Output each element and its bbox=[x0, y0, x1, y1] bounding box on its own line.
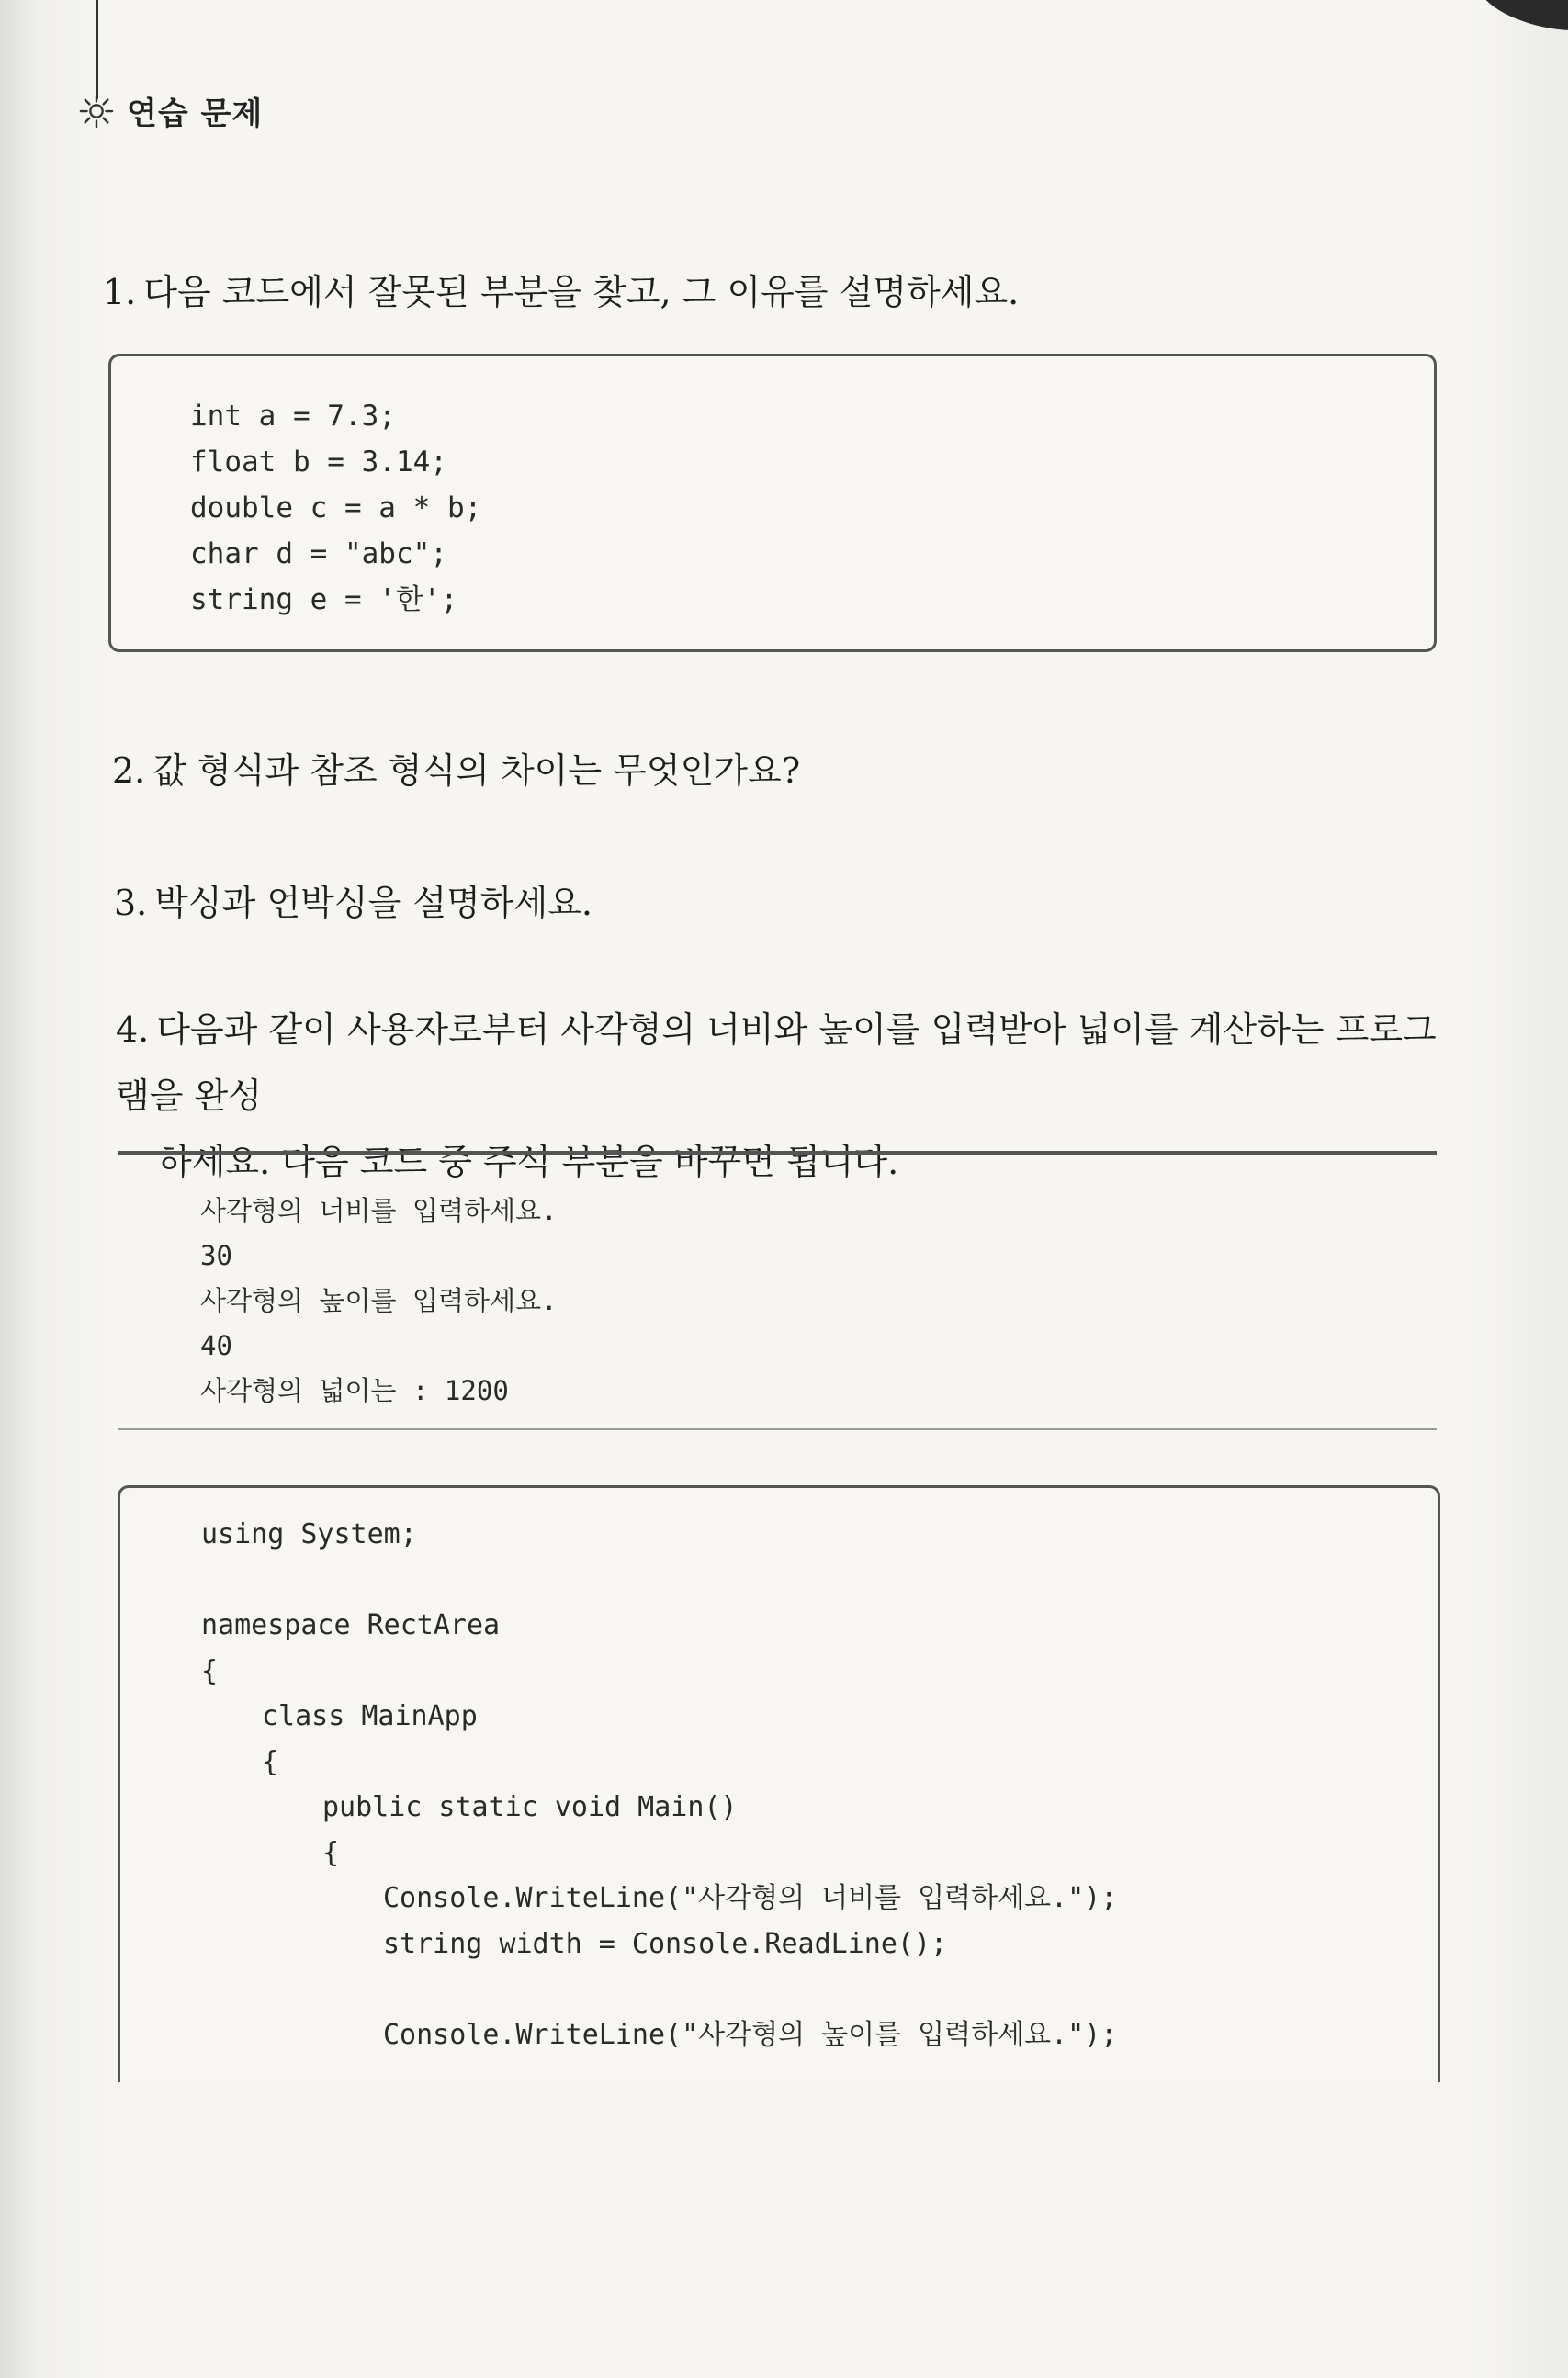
sun-icon bbox=[79, 94, 114, 129]
margin-rule bbox=[96, 0, 98, 99]
output-line: 30 bbox=[200, 1240, 232, 1271]
question-text: 하세요. 다음 코드 중 주석 부분을 바꾸면 됩니다. bbox=[158, 1142, 899, 1182]
output-line: 사각형의 너비를 입력하세요. bbox=[200, 1195, 558, 1226]
code-line: char d = "abc"; bbox=[190, 537, 447, 570]
code-line: using System; bbox=[201, 1518, 417, 1550]
question-number: 3. bbox=[114, 883, 148, 923]
question-text: 다음과 같이 사용자로부터 사각형의 너비와 높이를 입력받아 넓이를 계산하는 프로그램을 완성 bbox=[116, 1009, 1437, 1116]
output-line: 사각형의 높이를 입력하세요. bbox=[200, 1285, 558, 1316]
code-line: Console.WriteLine("사각형의 너비를 입력하세요."); bbox=[383, 1882, 1118, 1914]
section-title: 연습 문제 bbox=[127, 96, 264, 132]
code-line: float b = 3.14; bbox=[190, 445, 447, 479]
question-3 bbox=[114, 870, 592, 936]
question-text: 다음 코드에서 잘못된 부분을 찾고, 그 이유를 설명하세요. bbox=[143, 272, 1020, 312]
code-line bbox=[201, 1558, 1438, 1604]
code-line: class MainApp bbox=[262, 1700, 478, 1732]
question-text: 박싱과 언박싱을 설명하세요. bbox=[154, 883, 593, 923]
code-line: string width = Console.ReadLine(); bbox=[383, 1927, 948, 1960]
question-number: 1. bbox=[103, 272, 137, 312]
output-line: 사각형의 넓이는 : 1200 bbox=[200, 1375, 509, 1406]
program-code-box bbox=[118, 1485, 1440, 2082]
output-sample bbox=[118, 1151, 1437, 1430]
code-line: public static void Main() bbox=[322, 1791, 738, 1823]
output-line: 40 bbox=[200, 1330, 232, 1361]
code-line: { bbox=[262, 1745, 279, 1778]
code-line: double c = a * b; bbox=[190, 491, 482, 524]
question-1 bbox=[103, 259, 1019, 325]
code-line: string e = '한'; bbox=[190, 583, 458, 616]
question-text: 값 형식과 참조 형식의 차이는 무엇인가요? bbox=[152, 750, 801, 791]
section-header bbox=[79, 88, 263, 133]
code-line: Console.WriteLine("사각형의 높이를 입력하세요."); bbox=[383, 2018, 1118, 2051]
code-line: { bbox=[322, 1836, 340, 1869]
question-number: 2. bbox=[112, 750, 146, 791]
question-number: 4. bbox=[116, 1009, 150, 1050]
question-2 bbox=[112, 738, 800, 804]
page-corner-shadow bbox=[1471, 0, 1568, 42]
code-line: namespace RectArea bbox=[201, 1609, 501, 1641]
code-box-1 bbox=[108, 354, 1437, 652]
code-line: { bbox=[201, 1654, 219, 1687]
code-line: int a = 7.3; bbox=[190, 400, 396, 433]
code-line bbox=[201, 1967, 1438, 2012]
